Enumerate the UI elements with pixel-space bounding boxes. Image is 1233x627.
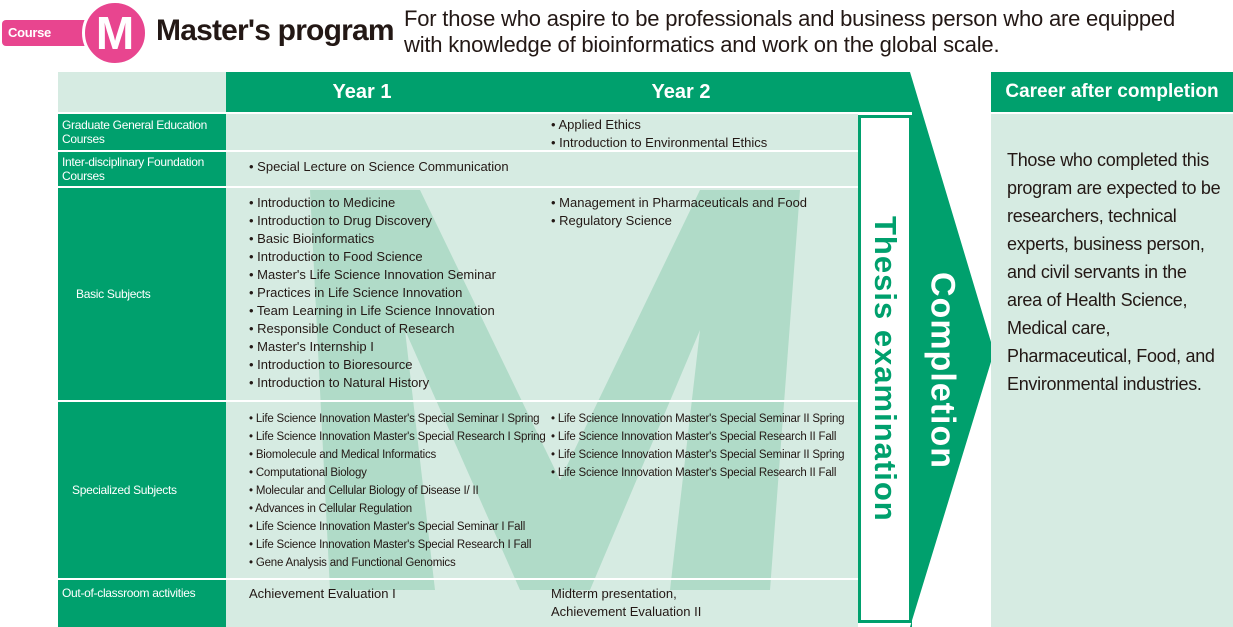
- list-item: • Advances in Cellular Regulation: [249, 503, 412, 515]
- list-item: • Life Science Innovation Master's Special Seminar II Spring: [551, 449, 845, 461]
- list-item: • Molecular and Cellular Biology of Disease I/ II: [249, 485, 479, 497]
- list-item: • Life Science Innovation Master's Special Seminar I Spring: [249, 413, 540, 425]
- list-item: • Basic Bioinformatics: [249, 231, 375, 246]
- list-item: • Introduction to Natural History: [249, 375, 430, 390]
- list-item: • Practices in Life Science Innovation: [249, 285, 463, 300]
- list-item: • Life Science Innovation Master's Special Seminar II Spring: [551, 413, 845, 425]
- row-label-graduate-general: Graduate General Education Courses: [58, 114, 226, 150]
- page-title: Master's program: [156, 14, 394, 47]
- list-item: • Introduction to Environmental Ethics: [551, 135, 768, 150]
- course-model-badge: Course Model: [2, 20, 90, 46]
- list-item: • Team Learning in Life Science Innovation: [249, 303, 495, 318]
- list-item: • Biomolecule and Medical Informatics: [249, 449, 437, 461]
- list-item: • Life Science Innovation Master's Special Research II Fall: [551, 431, 837, 443]
- out-of-classroom-year1: [249, 585, 396, 603]
- header-corner-cell: [58, 72, 226, 112]
- program-description: For those who aspire to be professionals and business person who are equipped with knowledge of bioinformatics and work on the global scale.: [404, 6, 1175, 57]
- career-heading: Career after completion: [991, 72, 1233, 112]
- row-label-interdisciplinary: Inter-disciplinary Foundation Courses: [58, 152, 226, 186]
- list-item: • Life Science Innovation Master's Special Research I Fall: [249, 539, 532, 551]
- row-label-basic-subjects: Basic Subjects: [58, 188, 226, 400]
- list-item: • Introduction to Food Science: [249, 249, 423, 264]
- list-item: • Life Science Innovation Master's Special Seminar I Fall: [249, 521, 526, 533]
- list-item: • Management in Pharmaceuticals and Food: [551, 195, 808, 210]
- year-1-header: Year 1: [332, 81, 392, 103]
- list-item: • Life Science Innovation Master's Special Research I Spring: [249, 431, 546, 443]
- out-of-classroom-year2: [551, 585, 701, 621]
- graduate-general-year2-courses: [551, 116, 767, 152]
- thesis-examination-label: Thesis examination: [868, 216, 903, 522]
- interdisciplinary-year1-courses: [249, 158, 509, 176]
- specialized-subjects-year2-courses: [551, 410, 844, 482]
- basic-subjects-year1-courses: [249, 194, 496, 392]
- row-divider: [226, 400, 858, 402]
- basic-subjects-year2-courses: [551, 194, 807, 230]
- completion-label: Completion: [923, 271, 962, 469]
- row-divider: [226, 578, 858, 580]
- row-divider: [226, 186, 858, 188]
- year-2-header: Year 2: [651, 81, 711, 103]
- list-item: • Responsible Conduct of Research: [249, 321, 455, 336]
- course-letter-badge: M: [82, 0, 148, 66]
- list-item: Achievement Evaluation I: [249, 586, 396, 601]
- list-item: • Applied Ethics: [551, 117, 641, 132]
- list-item: • Introduction to Medicine: [249, 195, 396, 210]
- list-item: • Computational Biology: [249, 467, 367, 479]
- list-item: • Introduction to Bioresource: [249, 357, 413, 372]
- list-item: • Master's Life Science Innovation Seminar: [249, 267, 496, 282]
- row-label-specialized-subjects: Specialized Subjects: [58, 402, 226, 578]
- list-item: Midterm presentation,: [551, 586, 677, 601]
- list-item: • Regulatory Science: [551, 213, 672, 228]
- row-label-out-of-classroom: Out-of-classroom activities: [58, 580, 226, 627]
- list-item: • Master's Internship I: [249, 339, 374, 354]
- list-item: • Special Lecture on Science Communication: [249, 159, 509, 174]
- career-description: Those who completed this program are expected to be researchers, technical experts, business person, and civil servants in the area of Health Science, Medical care, Pharmaceutical, Food, and Environmental industries.: [1007, 150, 1221, 394]
- specialized-subjects-year1-courses: [249, 410, 546, 572]
- list-item: • Gene Analysis and Functional Genomics: [249, 557, 456, 569]
- list-item: Achievement Evaluation II: [551, 604, 702, 619]
- list-item: • Introduction to Drug Discovery: [249, 213, 433, 228]
- list-item: • Life Science Innovation Master's Special Research II Fall: [551, 467, 837, 479]
